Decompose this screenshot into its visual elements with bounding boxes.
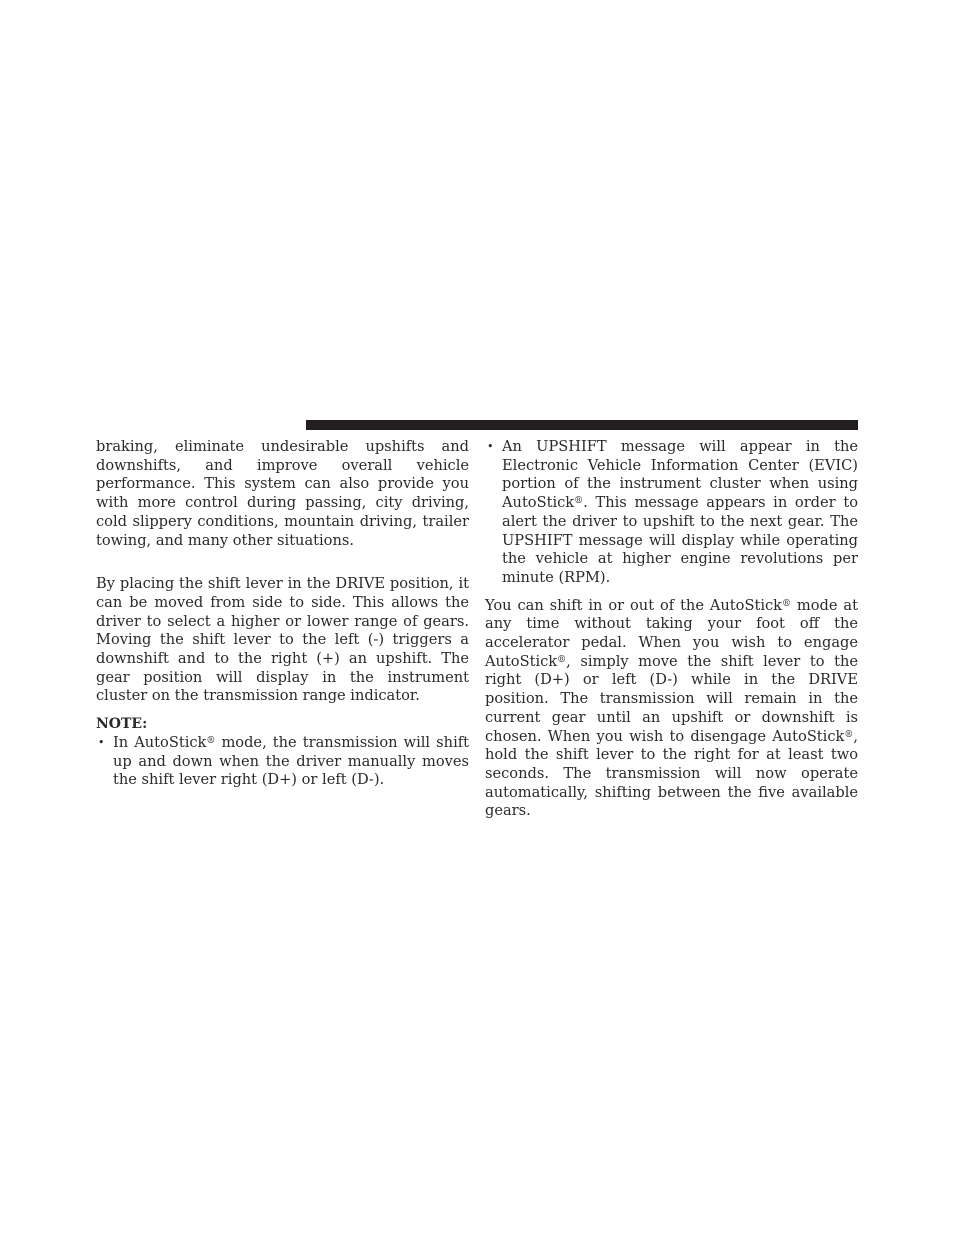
autostick-mode-paragraph [485,597,858,821]
bullet-text: In AutoStick [113,733,207,751]
registered-mark: ® [557,654,567,665]
bullet-text: . This message appears in order to alert the driver to upshift to the next gear. The UPSHIFT message will display while operating the vehicle at higher engine revolutions per minute (RPM). [502,494,858,586]
registered-mark: ® [206,735,216,746]
paragraph-text: You can shift in or out of the AutoStick [485,596,783,614]
paragraph-text: mode at any time without taking your foot off the accelerator pedal. When you wish to engage AutoStick [485,596,858,670]
section-header-bar [306,420,858,430]
registered-mark: ® [574,496,584,507]
upshift-bullet-list [485,438,858,588]
paragraph-text: , simply move the shift lever to the right (D+) or left (D-) while in the DRIVE position. The transmission will remain in the current gear until an upshift or downshift is chosen. When you wish to disengage AutoStick [485,652,858,745]
registered-mark: ® [782,598,792,609]
note-bullet-item [96,734,469,790]
intro-paragraph: braking, eliminate undesirable upshifts and downshifts, and improve overall vehicle performance. This system can also provide you with more control during passing, city driving, cold slippery conditions, mountain driving, trailer towing, and many other situations. [96,438,469,549]
bullet-icon: • [98,735,105,749]
drive-position-paragraph: By placing the shift lever in the DRIVE position, it can be moved from side to side. This allows the driver to select a higher or lower range of gears. Moving the shift lever to the left (-) triggers a downshift and to the right (+) an upshift. The gear position will display in the instrument cluster on the transmission range indicator. [96,575,469,705]
upshift-bullet-item [485,438,858,588]
right-column [485,438,858,821]
note-label: NOTE: [96,716,148,733]
note-bullet-list [96,734,469,790]
paragraph-text: , hold the shift lever to the right for at least two seconds. The transmission will now operate automatically, shifting between the five available gears. [485,727,858,820]
bullet-text: mode, the transmission will shift up and down when the driver manually moves the shift lever right (D+) or left (D-). [113,733,469,789]
left-column [96,438,469,790]
registered-mark: ® [844,729,854,740]
bullet-text: An UPSHIFT message will appear in the Electronic Vehicle Information Center (EVIC) portion of the instrument cluster when using AutoStick [502,438,858,512]
bullet-icon: • [487,440,494,453]
